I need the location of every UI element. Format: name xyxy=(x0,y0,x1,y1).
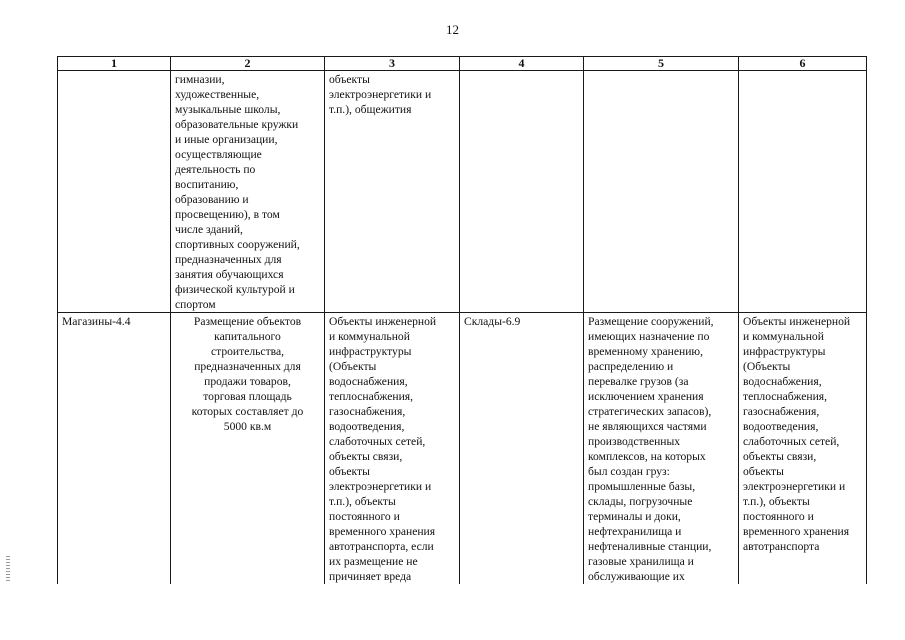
table-cell xyxy=(58,313,171,585)
table-cell xyxy=(171,313,325,585)
table-cell xyxy=(58,71,171,313)
table-header-row xyxy=(58,57,867,71)
table-cell xyxy=(739,71,867,313)
table-cell xyxy=(171,71,325,313)
page-number: 12 xyxy=(446,22,459,37)
column-header-2: 2 xyxy=(171,57,325,71)
table-row-continued xyxy=(58,71,867,313)
column-header-5: 5 xyxy=(584,57,739,71)
table-cell xyxy=(739,313,867,585)
cell-text: Магазины-4.4 xyxy=(62,315,131,328)
cell-text: Объекты инженерной и коммунальной инфраструктуры (Объекты водоснабжения, теплоснабжения, газоснабжения, водоотведения, слаботочных сетей, объекты связи, объекты электроэнергетики и т.п.), объекты постоянного и временного хранения автотранспорта xyxy=(743,315,851,553)
cell-text: Размещение объектов капитального строительства, предназначенных для продажи товаров, торговая площадь которых составляет до 5000 кв.м xyxy=(191,315,304,433)
cell-text: объекты электроэнергетики и т.п.), общежития xyxy=(329,73,432,116)
cell-text: Размещение сооружений, имеющих назначение по временному хранению, распределению и перевалке грузов (за исключением хранения стратегических запасов), не являющихся частями производственных комплексов, на которых был создан груз: промышленные базы, склады, погрузочные терминалы и доки, нефтехранилища и нефтеналивные станции, газовые хранилища и обслуживающие их xyxy=(588,315,714,583)
table-cell xyxy=(460,313,584,585)
table-cell xyxy=(325,313,460,585)
land-use-table xyxy=(57,56,867,584)
column-header-6: 6 xyxy=(739,57,867,71)
table-cell xyxy=(584,71,739,313)
table-cell xyxy=(460,71,584,313)
cell-text: гимназии, художественные, музыкальные школы, образовательные кружки и иные организации, осуществляющие деятельность по воспитанию, образованию и просвещению), в том числе зданий, спортивных сооружений, предназначенных для занятия обучающихся физической культурой и спортом xyxy=(175,73,300,311)
table-cell xyxy=(325,71,460,313)
table-cell xyxy=(584,313,739,585)
column-header-1: 1 xyxy=(58,57,171,71)
scan-margin-mark xyxy=(6,556,10,582)
column-header-4: 4 xyxy=(460,57,584,71)
cell-text: Склады-6.9 xyxy=(464,315,521,328)
table-row-shops xyxy=(58,313,867,585)
cell-text: Объекты инженерной и коммунальной инфраструктуры (Объекты водоснабжения, теплоснабжения, газоснабжения, водоотведения, слаботочных сетей, объекты связи, объекты электроэнергетики и т.п.), объекты постоянного и временного хранения автотранспорта, если их размещение не причиняет вреда xyxy=(329,315,437,583)
column-header-3: 3 xyxy=(325,57,460,71)
